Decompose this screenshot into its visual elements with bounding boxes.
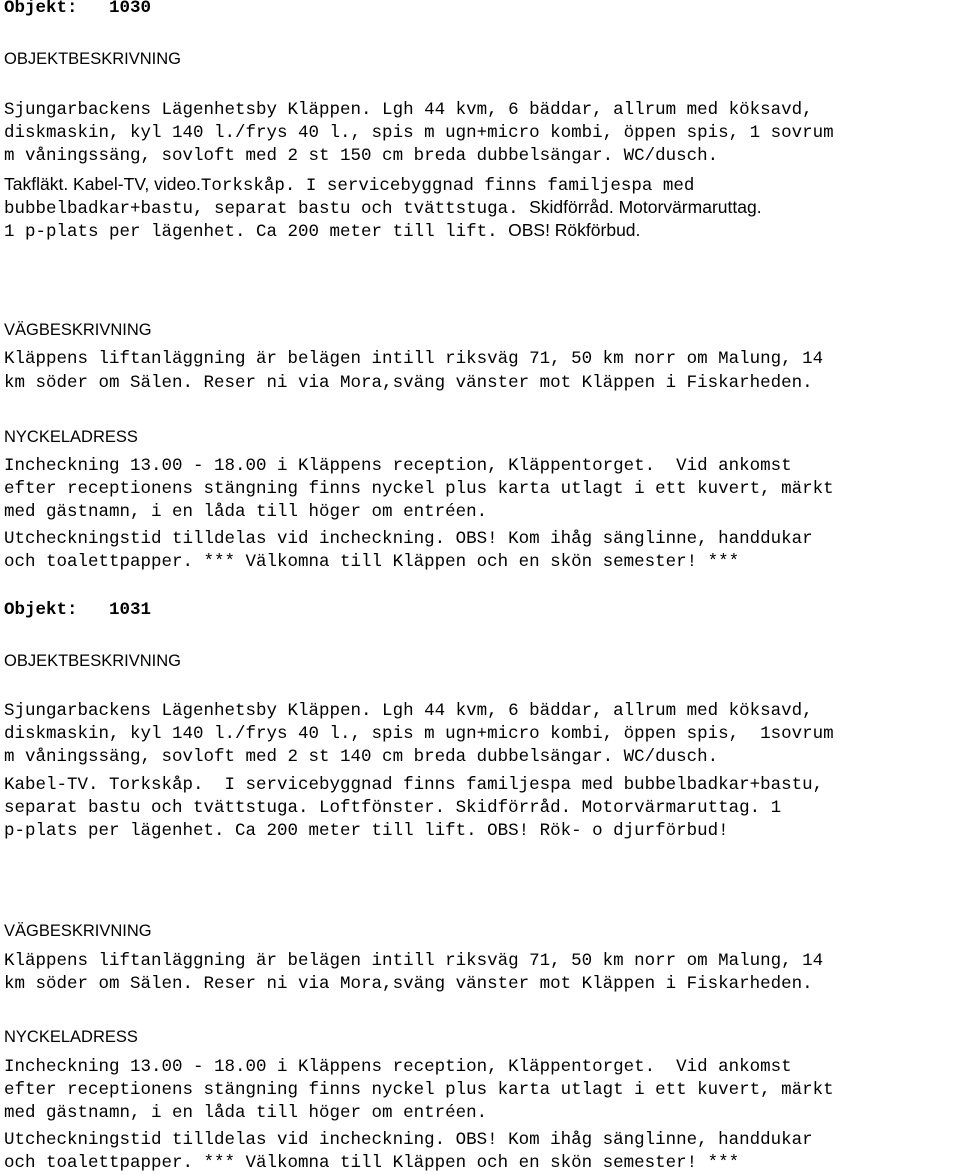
description-segment: 1 p-plats per lägenhet. Ca 200 meter till lift.	[4, 222, 498, 242]
key-address-line: Utcheckningstid tilldelas vid incheckning. OBS! Kom ihåg sänglinne, handdukar	[4, 529, 813, 549]
section-heading-description: OBJEKTBESKRIVNING	[4, 652, 181, 670]
description-line	[4, 196, 762, 221]
object-number: 1031	[109, 600, 152, 620]
description-line: Kabel-TV. Torkskåp. I servicebyggnad finns familjespa med bubbelbadkar+bastu,	[4, 775, 824, 795]
object-label: Objekt:	[4, 0, 78, 18]
description-line	[4, 219, 640, 244]
key-address-line: med gästnamn, i en låda till höger om entréen.	[4, 502, 488, 522]
section-heading-key-address: NYCKELADRESS	[4, 1028, 138, 1046]
key-address-line: och toalettpapper. *** Välkomna till Kläppen och en skön semester! ***	[4, 1153, 740, 1173]
section-heading-key-address: NYCKELADRESS	[4, 428, 138, 446]
description-line	[4, 173, 694, 198]
description-segment: OBS! Rökförbud.	[508, 220, 641, 240]
section-heading-description: OBJEKTBESKRIVNING	[4, 50, 181, 68]
object-label: Objekt:	[4, 600, 78, 620]
description-line: Sjungarbackens Lägenhetsby Kläppen. Lgh 44 kvm, 6 bäddar, allrum med köksavd,	[4, 701, 813, 721]
key-address-line: efter receptionens stängning finns nyckel plus karta utlagt i ett kuvert, märkt	[4, 479, 834, 499]
object-header	[4, 0, 151, 20]
directions-line: km söder om Sälen. Reser ni via Mora,sväng vänster mot Kläppen i Fiskarheden.	[4, 373, 813, 393]
description-line: separat bastu och tvättstuga. Loftfönster. Skidförråd. Motorvärmaruttag. 1	[4, 798, 782, 818]
key-address-line: efter receptionens stängning finns nyckel plus karta utlagt i ett kuvert, märkt	[4, 1080, 834, 1100]
key-address-line: med gästnamn, i en låda till höger om entréen.	[4, 1103, 488, 1123]
directions-line: Kläppens liftanläggning är belägen intill riksväg 71, 50 km norr om Malung, 14	[4, 349, 824, 369]
key-address-line: Utcheckningstid tilldelas vid incheckning. OBS! Kom ihåg sänglinne, handdukar	[4, 1130, 813, 1150]
description-line: diskmaskin, kyl 140 l./frys 40 l., spis m ugn+micro kombi, öppen spis, 1sovrum	[4, 724, 834, 744]
description-segment: bubbelbadkar+bastu, separat bastu och tvättstuga.	[4, 199, 519, 219]
key-address-line: Incheckning 13.00 - 18.00 i Kläppens reception, Kläppentorget. Vid ankomst	[4, 456, 792, 476]
description-line: p-plats per lägenhet. Ca 200 meter till lift. OBS! Rök- o djurförbud!	[4, 821, 729, 841]
key-address-line: och toalettpapper. *** Välkomna till Kläppen och en skön semester! ***	[4, 552, 740, 572]
description-segment: Takfläkt. Kabel-TV, video.	[4, 174, 201, 194]
directions-line: km söder om Sälen. Reser ni via Mora,sväng vänster mot Kläppen i Fiskarheden.	[4, 974, 813, 994]
description-segment: I servicebyggnad finns familjespa med	[305, 176, 695, 196]
description-line: diskmaskin, kyl 140 l./frys 40 l., spis m ugn+micro kombi, öppen spis, 1 sovrum	[4, 123, 834, 143]
description-segment: Skidförråd. Motorvärmaruttag.	[529, 197, 762, 217]
section-heading-directions: VÄGBESKRIVNING	[4, 922, 152, 940]
object-header	[4, 599, 151, 622]
object-number: 1030	[109, 0, 152, 18]
section-heading-directions: VÄGBESKRIVNING	[4, 321, 152, 339]
description-line: m våningssäng, sovloft med 2 st 150 cm breda dubbelsängar. WC/dusch.	[4, 146, 719, 166]
description-line: m våningssäng, sovloft med 2 st 140 cm breda dubbelsängar. WC/dusch.	[4, 747, 719, 767]
directions-line: Kläppens liftanläggning är belägen intill riksväg 71, 50 km norr om Malung, 14	[4, 951, 824, 971]
description-segment: Torkskåp.	[200, 176, 296, 196]
key-address-line: Incheckning 13.00 - 18.00 i Kläppens reception, Kläppentorget. Vid ankomst	[4, 1057, 792, 1077]
description-line: Sjungarbackens Lägenhetsby Kläppen. Lgh 44 kvm, 6 bäddar, allrum med köksavd,	[4, 100, 813, 120]
